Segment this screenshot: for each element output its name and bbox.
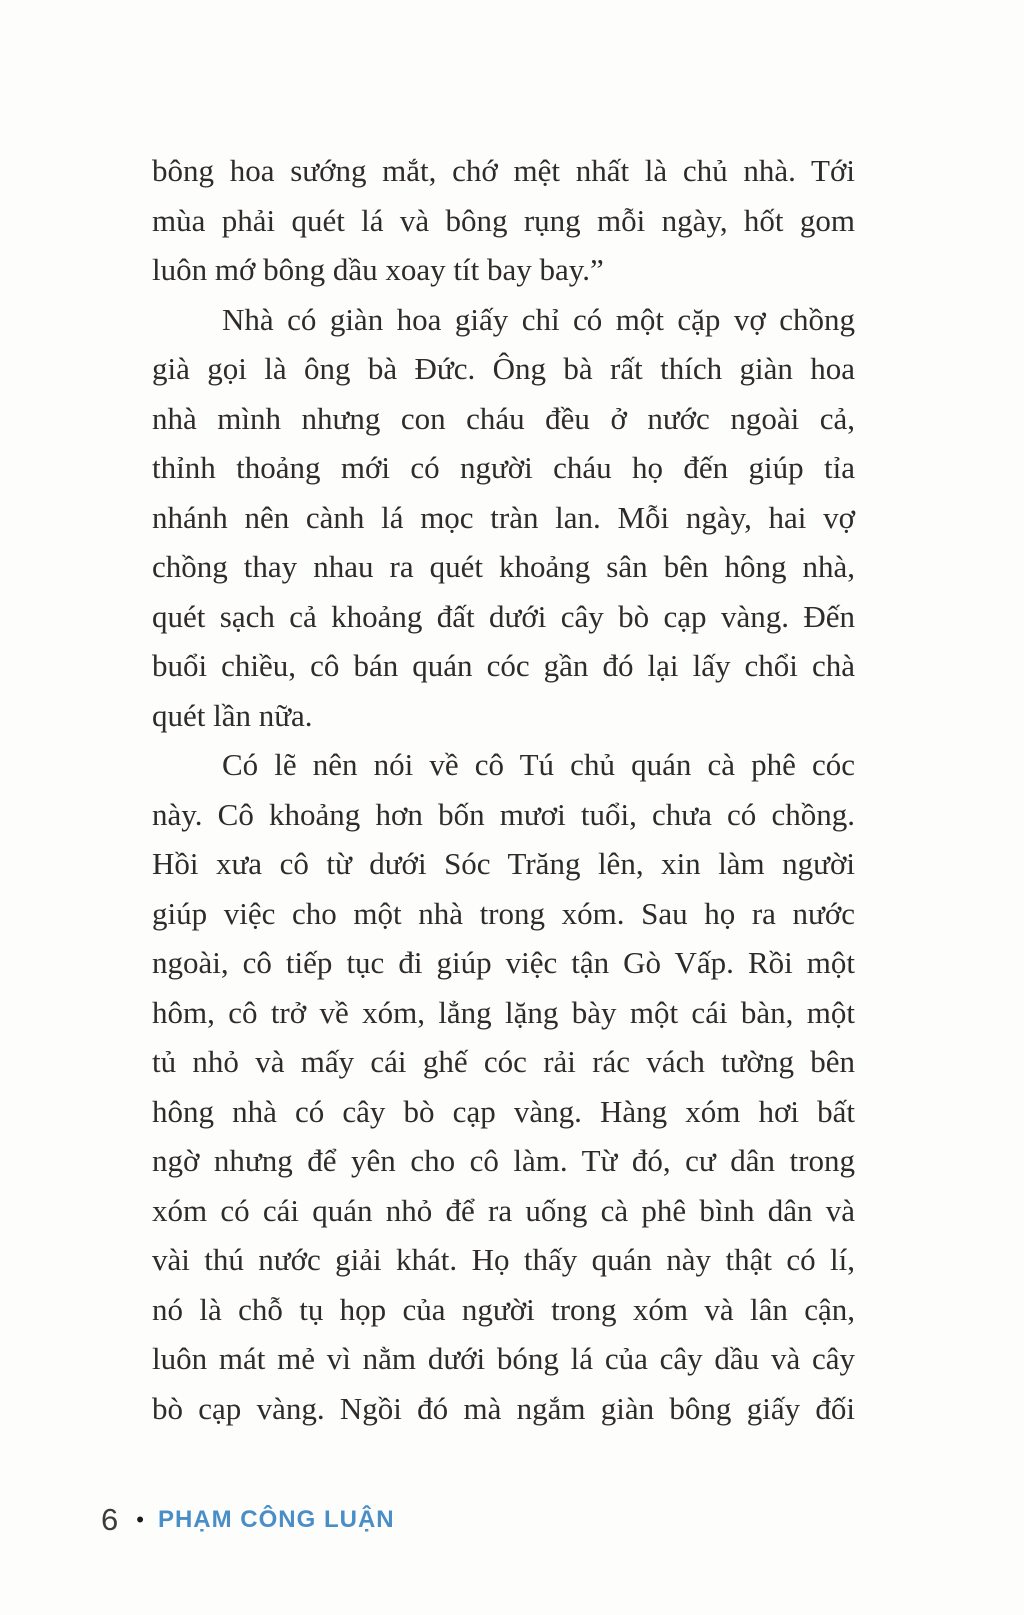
text-line: tủ nhỏ và mấy cái ghế cóc rải rác vách tường bên (152, 1044, 855, 1079)
text-line: này. Cô khoảng hơn bốn mươi tuổi, chưa có chồng. (152, 796, 855, 832)
bullet-separator-icon: • (136, 1507, 144, 1532)
text-line: bò cạp vàng. Ngồi đó mà ngắm giàn bông giấy đối (152, 1390, 855, 1426)
text-line: giúp việc cho một nhà trong xóm. Sau họ ra nước (152, 895, 855, 931)
text-line: xóm có cái quán nhỏ để ra uống cà phê bình dân và (152, 1192, 855, 1228)
text-line: luôn mớ bông dầu xoay tít bay bay.” (152, 252, 604, 287)
text-line: già gọi là ông bà Đức. Ông bà rất thích giàn hoa (152, 351, 855, 386)
text-line: ngoài, cô tiếp tục đi giúp việc tận Gò Vấp. Rồi một (152, 945, 855, 980)
page-number: 6 (101, 1502, 119, 1537)
text-line: luôn mát mẻ vì nằm dưới bóng lá của cây dầu và cây (152, 1341, 855, 1376)
body-text (152, 146, 855, 1433)
text-line: thỉnh thoảng mới có người cháu họ đến giúp tỉa (152, 450, 855, 485)
text-line: chồng thay nhau ra quét khoảng sân bên hông nhà, (152, 549, 855, 584)
text-line: bông hoa sướng mắt, chớ mệt nhất là chủ nhà. Tới (152, 153, 855, 188)
author-name: PHẠM CÔNG LUẬN (157, 1506, 395, 1533)
text-line: nhà mình nhưng con cháu đều ở nước ngoài cả, (152, 400, 855, 436)
text-line: nó là chỗ tụ họp của người trong xóm và lân cận, (152, 1291, 855, 1327)
text-line: Có lẽ nên nói về cô Tú chủ quán cà phê cóc (222, 747, 855, 782)
text-line: Nhà có giàn hoa giấy chỉ có một cặp vợ chồng (222, 301, 855, 337)
text-line: buổi chiều, cô bán quán cóc gần đó lại lấy chổi chà (152, 648, 855, 683)
text-line: hôm, cô trở về xóm, lẳng lặng bày một cái bàn, một (152, 994, 855, 1030)
page-footer (101, 1503, 395, 1537)
text-line: nhánh nên cành lá mọc tràn lan. Mỗi ngày, hai vợ (152, 499, 855, 535)
text-line: mùa phải quét lá và bông rụng mỗi ngày, hốt gom (152, 202, 855, 238)
text-line: hông nhà có cây bò cạp vàng. Hàng xóm hơi bất (152, 1093, 855, 1129)
text-line: quét sạch cả khoảng đất dưới cây bò cạp vàng. Đến (152, 598, 855, 634)
text-line: quét lần nữa. (152, 697, 313, 733)
text-line: Hồi xưa cô từ dưới Sóc Trăng lên, xin làm người (152, 846, 855, 881)
text-line: vài thú nước giải khát. Họ thấy quán này thật có lí, (152, 1242, 855, 1277)
text-line: ngờ nhưng để yên cho cô làm. Từ đó, cư dân trong (152, 1143, 855, 1178)
